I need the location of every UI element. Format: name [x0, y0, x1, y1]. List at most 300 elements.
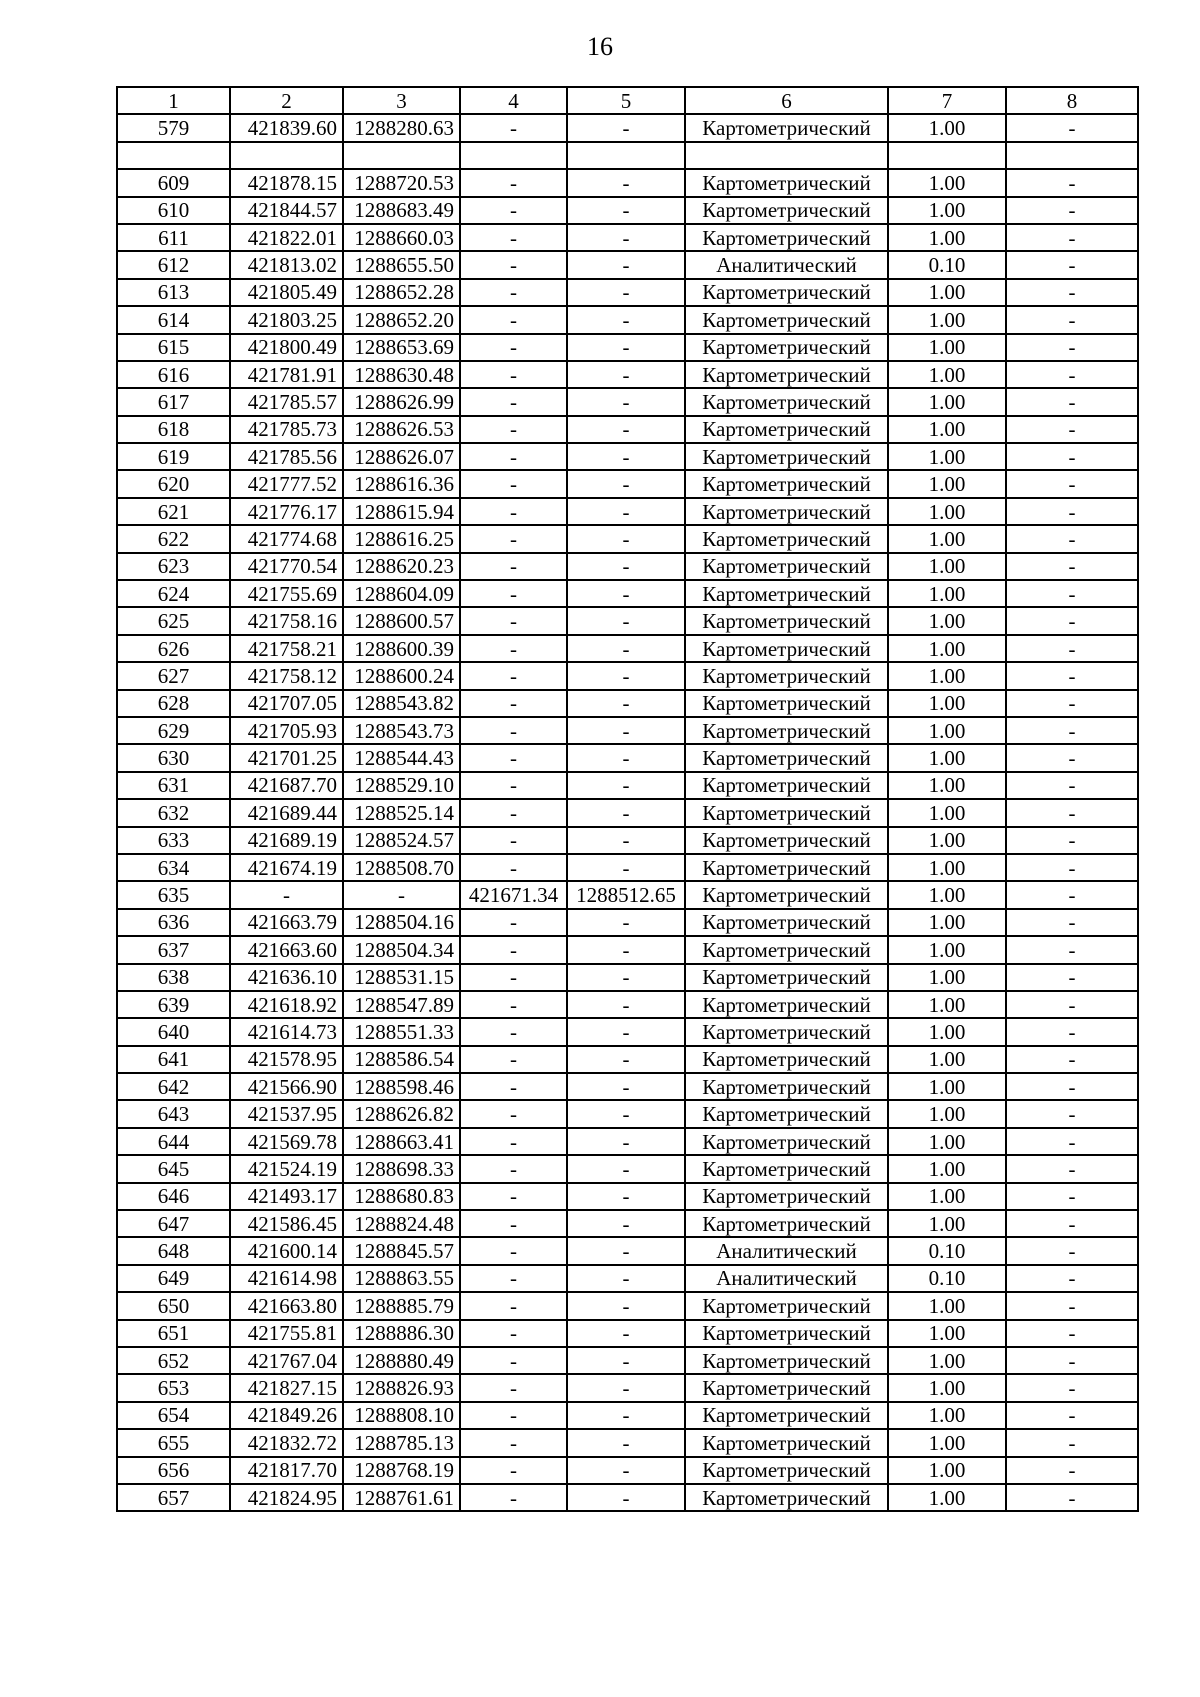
table-cell: - — [1006, 1320, 1138, 1347]
table-cell: - — [460, 251, 567, 278]
table-cell: 1.00 — [888, 306, 1006, 333]
table-cell: - — [460, 197, 567, 224]
table-cell: - — [567, 799, 685, 826]
table-cell: 421614.98 — [230, 1265, 343, 1292]
table-cell: - — [460, 388, 567, 415]
table-cell: - — [460, 772, 567, 799]
table-cell: 1288663.41 — [343, 1128, 460, 1155]
table-cell: - — [567, 1128, 685, 1155]
table-cell: - — [1006, 470, 1138, 497]
table-cell: 653 — [117, 1374, 230, 1401]
table-cell: 1288586.54 — [343, 1046, 460, 1073]
table-cell: 1.00 — [888, 1183, 1006, 1210]
table-row — [117, 470, 1138, 497]
table-cell: - — [1006, 1210, 1138, 1237]
table-cell: 0.10 — [888, 1237, 1006, 1264]
table-cell: 1288886.30 — [343, 1320, 460, 1347]
table-cell: - — [1006, 1018, 1138, 1045]
table-cell: - — [1006, 964, 1138, 991]
table-cell: 421687.70 — [230, 772, 343, 799]
coordinates-table — [116, 86, 1139, 1512]
table-cell: 1.00 — [888, 1457, 1006, 1484]
table-cell: - — [567, 662, 685, 689]
table-row — [117, 251, 1138, 278]
table-cell: 646 — [117, 1183, 230, 1210]
table-cell: 1.00 — [888, 936, 1006, 963]
table-cell: - — [1006, 114, 1138, 141]
table-cell: 1288600.57 — [343, 607, 460, 634]
table-cell: Картометрический — [685, 799, 888, 826]
table-cell: 1288616.25 — [343, 525, 460, 552]
table-cell: - — [1006, 1073, 1138, 1100]
column-header: 8 — [1006, 87, 1138, 114]
table-cell: 579 — [117, 114, 230, 141]
table-cell: 616 — [117, 361, 230, 388]
table-cell: 1288600.24 — [343, 662, 460, 689]
table-cell: - — [460, 443, 567, 470]
table-cell: - — [567, 744, 685, 771]
table-cell: 1288508.70 — [343, 854, 460, 881]
table-cell: - — [567, 1018, 685, 1045]
table-cell: - — [1006, 799, 1138, 826]
table-row — [117, 991, 1138, 1018]
table-cell: 1.00 — [888, 416, 1006, 443]
table-cell: - — [1006, 635, 1138, 662]
table-cell: - — [1006, 690, 1138, 717]
table-cell: - — [460, 662, 567, 689]
table-cell: - — [460, 1320, 567, 1347]
table-cell: - — [567, 361, 685, 388]
table-cell: - — [1006, 1155, 1138, 1182]
table-cell: - — [567, 197, 685, 224]
table-cell: - — [1006, 306, 1138, 333]
table-cell: Картометрический — [685, 1073, 888, 1100]
table-cell: Картометрический — [685, 1018, 888, 1045]
table-row — [117, 1402, 1138, 1429]
table-cell: 1.00 — [888, 361, 1006, 388]
table-cell: - — [567, 470, 685, 497]
table-cell: 657 — [117, 1484, 230, 1511]
table-cell: - — [567, 1429, 685, 1456]
table-row — [117, 662, 1138, 689]
table-cell: 421800.49 — [230, 334, 343, 361]
table-cell: 1288768.19 — [343, 1457, 460, 1484]
table-cell: 421803.25 — [230, 306, 343, 333]
table-cell: 1.00 — [888, 607, 1006, 634]
table-cell: 1288626.82 — [343, 1100, 460, 1127]
table-cell: 1288626.07 — [343, 443, 460, 470]
table-cell: 421701.25 — [230, 744, 343, 771]
table-cell: 625 — [117, 607, 230, 634]
table-cell: 421566.90 — [230, 1073, 343, 1100]
table-cell: - — [1006, 224, 1138, 251]
table-cell: - — [460, 1046, 567, 1073]
table-cell: 627 — [117, 662, 230, 689]
table-cell: Картометрический — [685, 936, 888, 963]
table-row — [117, 388, 1138, 415]
table-cell: - — [1006, 772, 1138, 799]
table-cell: 626 — [117, 635, 230, 662]
table-cell: 1.00 — [888, 1155, 1006, 1182]
table-cell: 421493.17 — [230, 1183, 343, 1210]
column-header: 3 — [343, 87, 460, 114]
table-cell: - — [460, 224, 567, 251]
table-cell: 1.00 — [888, 580, 1006, 607]
table-cell: - — [567, 251, 685, 278]
table-cell: - — [343, 881, 460, 908]
table-row — [117, 114, 1138, 141]
table-cell: 0.10 — [888, 251, 1006, 278]
table-cell: Картометрический — [685, 1100, 888, 1127]
table-cell: 1288551.33 — [343, 1018, 460, 1045]
table-cell: - — [567, 607, 685, 634]
table-cell: - — [567, 772, 685, 799]
table-cell: 1288655.50 — [343, 251, 460, 278]
table-cell: 1.00 — [888, 1402, 1006, 1429]
table-cell: 1288616.36 — [343, 470, 460, 497]
table-cell: 421524.19 — [230, 1155, 343, 1182]
table-cell: Картометрический — [685, 197, 888, 224]
table-row — [117, 717, 1138, 744]
table-cell: 1288626.53 — [343, 416, 460, 443]
table-cell: 1288543.82 — [343, 690, 460, 717]
table-cell: Картометрический — [685, 662, 888, 689]
table-cell: 421767.04 — [230, 1347, 343, 1374]
table-cell: 621 — [117, 498, 230, 525]
table-cell: 1.00 — [888, 114, 1006, 141]
table-cell: 620 — [117, 470, 230, 497]
table-cell: 651 — [117, 1320, 230, 1347]
table-row — [117, 1457, 1138, 1484]
table-cell: 1.00 — [888, 224, 1006, 251]
table-cell: - — [1006, 991, 1138, 1018]
table-row — [117, 1429, 1138, 1456]
table-row — [117, 909, 1138, 936]
table-cell: 1.00 — [888, 197, 1006, 224]
table-cell: 615 — [117, 334, 230, 361]
table-cell: 1288653.69 — [343, 334, 460, 361]
table-row — [117, 142, 1138, 169]
table-cell: 421663.60 — [230, 936, 343, 963]
table-cell: - — [1006, 909, 1138, 936]
table-cell: - — [1006, 251, 1138, 278]
table-cell: 1.00 — [888, 279, 1006, 306]
table-cell: Картометрический — [685, 525, 888, 552]
table-cell: - — [567, 306, 685, 333]
table-cell: 421755.69 — [230, 580, 343, 607]
table-cell: 650 — [117, 1292, 230, 1319]
table-cell: 652 — [117, 1347, 230, 1374]
table-cell: - — [460, 334, 567, 361]
table-cell: 421832.72 — [230, 1429, 343, 1456]
table-cell: - — [460, 690, 567, 717]
table-cell: 1.00 — [888, 772, 1006, 799]
table-cell: - — [567, 854, 685, 881]
table-cell: - — [460, 854, 567, 881]
table-row — [117, 580, 1138, 607]
table-cell: - — [460, 525, 567, 552]
table-cell: 1288529.10 — [343, 772, 460, 799]
table-cell: 637 — [117, 936, 230, 963]
table-cell: 1.00 — [888, 1292, 1006, 1319]
table-cell: - — [1006, 1402, 1138, 1429]
table-cell: Картометрический — [685, 635, 888, 662]
table-cell: - — [1006, 744, 1138, 771]
table-cell: - — [1006, 607, 1138, 634]
table-cell: Картометрический — [685, 1183, 888, 1210]
table-cell: - — [1006, 1046, 1138, 1073]
table-cell: - — [460, 114, 567, 141]
table-row — [117, 936, 1138, 963]
table-cell — [117, 142, 230, 169]
table-cell: 421758.12 — [230, 662, 343, 689]
table-cell: - — [460, 1457, 567, 1484]
table-cell: - — [567, 1292, 685, 1319]
table-cell: 1.00 — [888, 1128, 1006, 1155]
page-number: 16 — [587, 32, 613, 61]
table-cell: 421537.95 — [230, 1100, 343, 1127]
table-cell: - — [460, 1073, 567, 1100]
table-cell: - — [1006, 416, 1138, 443]
table-row — [117, 1073, 1138, 1100]
column-header: 2 — [230, 87, 343, 114]
table-cell: Картометрический — [685, 717, 888, 744]
table-cell: 617 — [117, 388, 230, 415]
table-cell: - — [1006, 1183, 1138, 1210]
table-cell: - — [567, 388, 685, 415]
table-cell: 1288504.34 — [343, 936, 460, 963]
table-cell: 1288544.43 — [343, 744, 460, 771]
table-cell: 1288885.79 — [343, 1292, 460, 1319]
table-row — [117, 772, 1138, 799]
table-cell: 1.00 — [888, 1429, 1006, 1456]
table-cell: 655 — [117, 1429, 230, 1456]
table-cell: 1288615.94 — [343, 498, 460, 525]
table-cell: - — [567, 1347, 685, 1374]
table-cell: Картометрический — [685, 470, 888, 497]
table-header-row — [117, 87, 1138, 114]
table-cell: 613 — [117, 279, 230, 306]
table-cell: 1288660.03 — [343, 224, 460, 251]
table-cell: - — [1006, 1457, 1138, 1484]
table-cell: Картометрический — [685, 991, 888, 1018]
table-cell: 628 — [117, 690, 230, 717]
table-cell: - — [1006, 580, 1138, 607]
table-cell: - — [460, 964, 567, 991]
table-cell: - — [1006, 525, 1138, 552]
table-row — [117, 1183, 1138, 1210]
table-cell: 421586.45 — [230, 1210, 343, 1237]
table-cell: 1.00 — [888, 1320, 1006, 1347]
table-cell: - — [1006, 279, 1138, 306]
table-cell: 1.00 — [888, 991, 1006, 1018]
table-cell: 1.00 — [888, 1073, 1006, 1100]
table-cell: - — [460, 1237, 567, 1264]
table-row — [117, 607, 1138, 634]
table-cell: 421817.70 — [230, 1457, 343, 1484]
table-cell: - — [1006, 662, 1138, 689]
table-cell: 643 — [117, 1100, 230, 1127]
table-cell: - — [460, 498, 567, 525]
table-cell: - — [460, 1484, 567, 1511]
table-cell: 421774.68 — [230, 525, 343, 552]
table-row — [117, 1155, 1138, 1182]
table-cell: Картометрический — [685, 334, 888, 361]
table-cell: 1288620.23 — [343, 553, 460, 580]
table-cell: - — [460, 827, 567, 854]
table-cell: - — [460, 361, 567, 388]
table-cell: - — [1006, 881, 1138, 908]
table-cell: 614 — [117, 306, 230, 333]
table-cell — [230, 142, 343, 169]
table-cell: - — [1006, 827, 1138, 854]
table-cell: Картометрический — [685, 1210, 888, 1237]
table-cell: - — [1006, 388, 1138, 415]
table-cell: 421600.14 — [230, 1237, 343, 1264]
table-cell: Картометрический — [685, 1457, 888, 1484]
table-cell: 648 — [117, 1237, 230, 1264]
table-cell: Картометрический — [685, 416, 888, 443]
table-cell: - — [567, 114, 685, 141]
table-cell: 421777.52 — [230, 470, 343, 497]
table-row — [117, 1018, 1138, 1045]
table-cell: - — [567, 909, 685, 936]
table-row — [117, 1320, 1138, 1347]
table-cell: Аналитический — [685, 1265, 888, 1292]
table-row — [117, 1292, 1138, 1319]
table-cell: 635 — [117, 881, 230, 908]
table-cell: Картометрический — [685, 498, 888, 525]
table-cell: 421663.80 — [230, 1292, 343, 1319]
column-header: 1 — [117, 87, 230, 114]
table-cell: 421805.49 — [230, 279, 343, 306]
table-cell — [685, 142, 888, 169]
table-cell: - — [460, 470, 567, 497]
table-cell: - — [460, 169, 567, 196]
table-cell: 421636.10 — [230, 964, 343, 991]
table-cell: 619 — [117, 443, 230, 470]
table-cell: 1288880.49 — [343, 1347, 460, 1374]
table-cell: - — [460, 1100, 567, 1127]
table-cell: - — [460, 1429, 567, 1456]
table-cell: 1.00 — [888, 169, 1006, 196]
table-cell: 421755.81 — [230, 1320, 343, 1347]
table-cell: - — [1006, 1374, 1138, 1401]
table-cell: Картометрический — [685, 854, 888, 881]
table-cell: 1.00 — [888, 690, 1006, 717]
table-cell: - — [567, 580, 685, 607]
table-cell: 421785.73 — [230, 416, 343, 443]
table-cell: 1288652.20 — [343, 306, 460, 333]
table-cell: 421844.57 — [230, 197, 343, 224]
table-cell: - — [460, 799, 567, 826]
table-cell: 1.00 — [888, 1046, 1006, 1073]
table-cell: Картометрический — [685, 690, 888, 717]
table-cell: - — [1006, 169, 1138, 196]
table-cell: - — [567, 635, 685, 662]
table-cell: 1288524.57 — [343, 827, 460, 854]
table-cell: - — [1006, 1237, 1138, 1264]
table-cell: 612 — [117, 251, 230, 278]
table-cell: - — [460, 909, 567, 936]
table-cell: 421770.54 — [230, 553, 343, 580]
table-cell: 1.00 — [888, 1484, 1006, 1511]
table-cell: 645 — [117, 1155, 230, 1182]
table-cell: - — [567, 991, 685, 1018]
table-cell: - — [460, 306, 567, 333]
table-cell: - — [567, 334, 685, 361]
table-cell: 421707.05 — [230, 690, 343, 717]
table-cell: 421776.17 — [230, 498, 343, 525]
table-cell: - — [460, 1183, 567, 1210]
table-cell: - — [460, 635, 567, 662]
table-cell: - — [1006, 936, 1138, 963]
table-cell: Картометрический — [685, 827, 888, 854]
table-cell: - — [460, 1155, 567, 1182]
table-cell: 1.00 — [888, 744, 1006, 771]
table-cell: 421663.79 — [230, 909, 343, 936]
table-cell: 636 — [117, 909, 230, 936]
table-cell: 1288680.83 — [343, 1183, 460, 1210]
table-cell: Картометрический — [685, 279, 888, 306]
table-cell — [460, 142, 567, 169]
table-row — [117, 1265, 1138, 1292]
table-cell: - — [567, 1374, 685, 1401]
table-row — [117, 690, 1138, 717]
table-cell: 421827.15 — [230, 1374, 343, 1401]
table-cell: 1288504.16 — [343, 909, 460, 936]
table-cell: 1288531.15 — [343, 964, 460, 991]
table-cell: - — [567, 1265, 685, 1292]
table-row — [117, 799, 1138, 826]
table-cell: Картометрический — [685, 1155, 888, 1182]
table-cell: 642 — [117, 1073, 230, 1100]
table-row — [117, 1347, 1138, 1374]
table-cell: Картометрический — [685, 388, 888, 415]
table-cell: 1288604.09 — [343, 580, 460, 607]
table-cell: - — [1006, 1128, 1138, 1155]
table-cell: 634 — [117, 854, 230, 881]
table-row — [117, 361, 1138, 388]
table-cell: - — [460, 580, 567, 607]
table-cell: 421839.60 — [230, 114, 343, 141]
table-cell: 1288630.48 — [343, 361, 460, 388]
table-row — [117, 553, 1138, 580]
table-cell: 421578.95 — [230, 1046, 343, 1073]
table-row — [117, 498, 1138, 525]
table-row — [117, 169, 1138, 196]
table-cell: - — [567, 827, 685, 854]
table-cell: 1288683.49 — [343, 197, 460, 224]
table-cell: - — [567, 498, 685, 525]
table-cell — [343, 142, 460, 169]
table-cell: - — [1006, 443, 1138, 470]
table-cell: - — [460, 744, 567, 771]
table-cell: 629 — [117, 717, 230, 744]
table-cell: 1288761.61 — [343, 1484, 460, 1511]
table-cell: Картометрический — [685, 306, 888, 333]
table-cell: 1.00 — [888, 662, 1006, 689]
column-header: 5 — [567, 87, 685, 114]
table-cell: 421569.78 — [230, 1128, 343, 1155]
table-cell: Картометрический — [685, 1402, 888, 1429]
table-cell: 638 — [117, 964, 230, 991]
table-row — [117, 827, 1138, 854]
table-cell: - — [567, 1237, 685, 1264]
table-cell: - — [460, 553, 567, 580]
table-cell: 1.00 — [888, 553, 1006, 580]
table-cell: 1.00 — [888, 1100, 1006, 1127]
